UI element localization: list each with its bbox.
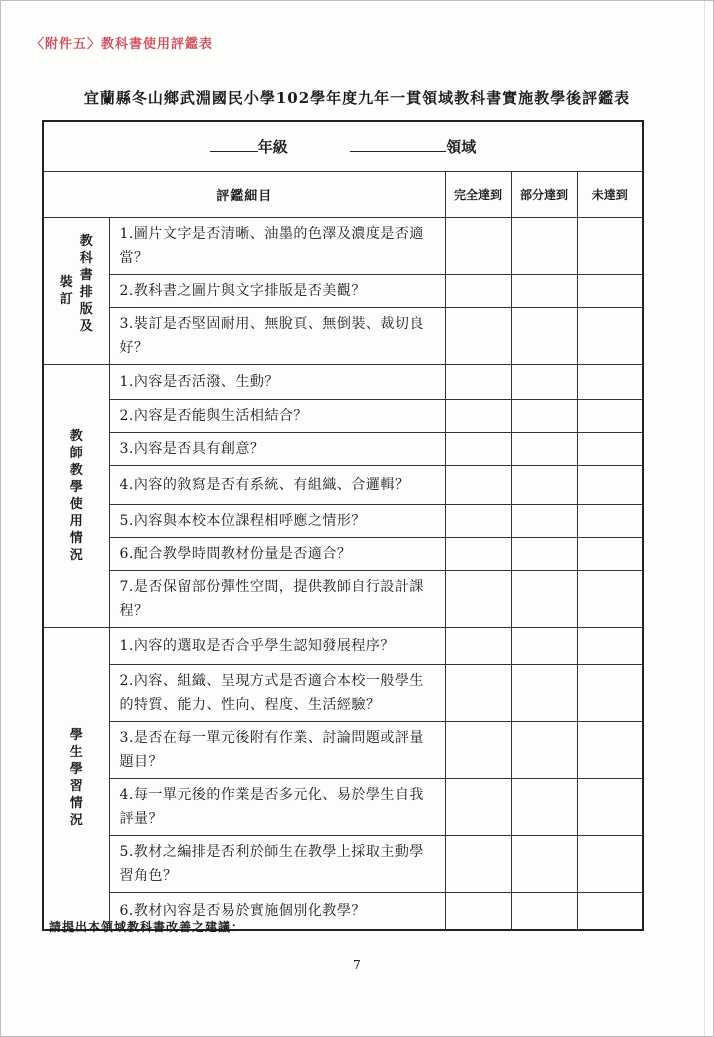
not-achieved-cell[interactable] (577, 218, 643, 275)
criteria-item: 1.內容的選取是否合乎學生認知發展程序？ (109, 628, 445, 665)
criteria-header: 評鑑細目 (43, 172, 445, 218)
fully-achieved-cell[interactable] (445, 836, 511, 893)
fully-achieved-cell[interactable] (445, 466, 511, 505)
section-label-char: 使 (69, 497, 83, 512)
not-achieved-cell[interactable] (577, 571, 643, 628)
fully-achieved-cell[interactable] (445, 665, 511, 722)
fully-achieved-cell[interactable] (445, 218, 511, 275)
partially-achieved-cell[interactable] (511, 308, 577, 365)
not-achieved-cell[interactable] (577, 665, 643, 722)
section-label-char: 學 (69, 762, 83, 778)
fully-achieved-cell[interactable] (445, 400, 511, 433)
section-label-char: 情 (69, 531, 83, 546)
grade-domain-row (43, 121, 643, 172)
table-row (43, 218, 643, 275)
not-achieved-cell[interactable] (577, 722, 643, 779)
criteria-item: 4.內容的敘寫是否有系統、有組織、合邏輯？ (109, 466, 445, 505)
criteria-item: 5.教材之編排是否利於師生在教學上採取主動學習角色？ (109, 836, 445, 893)
criteria-item: 3.裝訂是否堅固耐用、無脫頁、無倒裝、裁切良好？ (109, 308, 445, 365)
partially-achieved-cell[interactable] (511, 571, 577, 628)
criteria-item: 7.是否保留部份彈性空間，提供教師自行設計課程？ (109, 571, 445, 628)
section-label-char: 況 (69, 548, 83, 563)
partially-achieved-cell[interactable] (511, 893, 577, 930)
table-row (43, 722, 643, 779)
form-title: 宜蘭縣冬山鄉武淵國民小學102學年度九年一貫領域教科書實施教學後評鑑表 (83, 89, 631, 107)
not-achieved-cell[interactable] (577, 308, 643, 365)
suggestion-label: 請提出本領域教科書改善之建議： (49, 920, 245, 934)
partially-achieved-cell[interactable] (511, 628, 577, 665)
section-label-column (68, 428, 84, 564)
fully-achieved-cell[interactable] (445, 433, 511, 466)
table-row (43, 433, 643, 466)
criteria-item: 6.教材內容是否易於實施個別化教學？ (109, 893, 445, 930)
section-label-char: 教 (79, 234, 93, 249)
partially-achieved-header: 部分達到 (511, 172, 577, 218)
criteria-item: 2.內容、組織、呈現方式是否適合本校一般學生的特質、能力、性向、程度、生活經驗？ (109, 665, 445, 722)
page-edge-line (704, 1, 705, 1036)
not-achieved-header: 未達到 (577, 172, 643, 218)
partially-achieved-cell[interactable] (511, 665, 577, 722)
criteria-item: 3.內容是否具有創意？ (109, 433, 445, 466)
partially-achieved-cell[interactable] (511, 836, 577, 893)
partially-achieved-cell[interactable] (511, 400, 577, 433)
partially-achieved-cell[interactable] (511, 779, 577, 836)
not-achieved-cell[interactable] (577, 836, 643, 893)
domain-label: 領域 (446, 138, 477, 156)
section-label-column (58, 274, 74, 308)
page-number: 7 (353, 958, 361, 972)
criteria-item: 4.每一單元後的作業是否多元化、易於學生自我評量？ (109, 779, 445, 836)
not-achieved-cell[interactable] (577, 505, 643, 538)
not-achieved-cell[interactable] (577, 365, 643, 400)
section-label-column (68, 727, 84, 829)
section-label-char: 況 (69, 813, 83, 829)
partially-achieved-cell[interactable] (511, 365, 577, 400)
fully-achieved-cell[interactable] (445, 505, 511, 538)
not-achieved-cell[interactable] (577, 628, 643, 665)
table-row (43, 538, 643, 571)
fully-achieved-cell[interactable] (445, 628, 511, 665)
criteria-item: 3.是否在每一單元後附有作業、討論問題或評量題目？ (109, 722, 445, 779)
section-label-char: 習 (69, 779, 83, 795)
criteria-item: 2.內容是否能與生活相結合？ (109, 400, 445, 433)
section-label-2 (43, 365, 109, 628)
section-label-char: 書 (79, 268, 93, 283)
table-row (43, 275, 643, 308)
section-label-char: 科 (79, 251, 93, 266)
section-label-char: 及 (79, 319, 93, 334)
fully-achieved-cell[interactable] (445, 779, 511, 836)
fully-achieved-cell[interactable] (445, 308, 511, 365)
section-label-char: 學 (69, 480, 83, 495)
partially-achieved-cell[interactable] (511, 505, 577, 538)
partially-achieved-cell[interactable] (511, 218, 577, 275)
table-row (43, 308, 643, 365)
fully-achieved-cell[interactable] (445, 365, 511, 400)
section-label-char: 用 (69, 514, 83, 529)
section-label-char: 學 (69, 728, 83, 744)
criteria-item: 5.內容與本校本位課程相呼應之情形？ (109, 505, 445, 538)
section-label-char: 版 (79, 302, 93, 317)
fully-achieved-header: 完全達到 (445, 172, 511, 218)
fully-achieved-cell[interactable] (445, 722, 511, 779)
criteria-item: 1.圖片文字是否清晰、油墨的色澤及濃度是否適當？ (109, 218, 445, 275)
fully-achieved-cell[interactable] (445, 275, 511, 308)
fully-achieved-cell[interactable] (445, 538, 511, 571)
fully-achieved-cell[interactable] (445, 571, 511, 628)
partially-achieved-cell[interactable] (511, 466, 577, 505)
partially-achieved-cell[interactable] (511, 538, 577, 571)
table-row (43, 779, 643, 836)
not-achieved-cell[interactable] (577, 538, 643, 571)
table-row (43, 505, 643, 538)
table-row (43, 466, 643, 505)
table-row (43, 400, 643, 433)
table-row (43, 665, 643, 722)
domain-blank[interactable] (350, 151, 446, 152)
section-label-1 (43, 218, 109, 365)
not-achieved-cell[interactable] (577, 275, 643, 308)
criteria-item: 2.教科書之圖片與文字排版是否美觀？ (109, 275, 445, 308)
not-achieved-cell[interactable] (577, 466, 643, 505)
table-row (43, 628, 643, 665)
section-label-char: 師 (69, 446, 83, 461)
section-label-char: 教 (69, 429, 83, 444)
section-label-char: 情 (69, 796, 83, 812)
fully-achieved-cell[interactable] (445, 893, 511, 930)
table-row (43, 571, 643, 628)
section-label-3 (43, 628, 109, 930)
grade-blank[interactable] (210, 151, 258, 152)
not-achieved-cell[interactable] (577, 433, 643, 466)
partially-achieved-cell[interactable] (511, 433, 577, 466)
criteria-item: 1.內容是否活潑、生動？ (109, 365, 445, 400)
not-achieved-cell[interactable] (577, 779, 643, 836)
partially-achieved-cell[interactable] (511, 275, 577, 308)
section-label-char: 訂 (59, 292, 73, 307)
section-label-char: 教 (69, 463, 83, 478)
not-achieved-cell[interactable] (577, 893, 643, 930)
criteria-item: 6.配合教學時間教材份量是否適合？ (109, 538, 445, 571)
section-label-char: 排 (79, 285, 93, 300)
section-label-char: 裝 (59, 275, 73, 290)
table-row (43, 365, 643, 400)
evaluation-table (42, 120, 644, 931)
table-header-row (43, 172, 643, 218)
attachment-label: 〈附件五〉教科書使用評鑑表 (31, 37, 214, 52)
partially-achieved-cell[interactable] (511, 722, 577, 779)
section-label-char: 生 (69, 745, 83, 761)
grade-label: 年級 (257, 138, 288, 156)
table-row (43, 836, 643, 893)
section-label-column (78, 233, 94, 335)
not-achieved-cell[interactable] (577, 400, 643, 433)
